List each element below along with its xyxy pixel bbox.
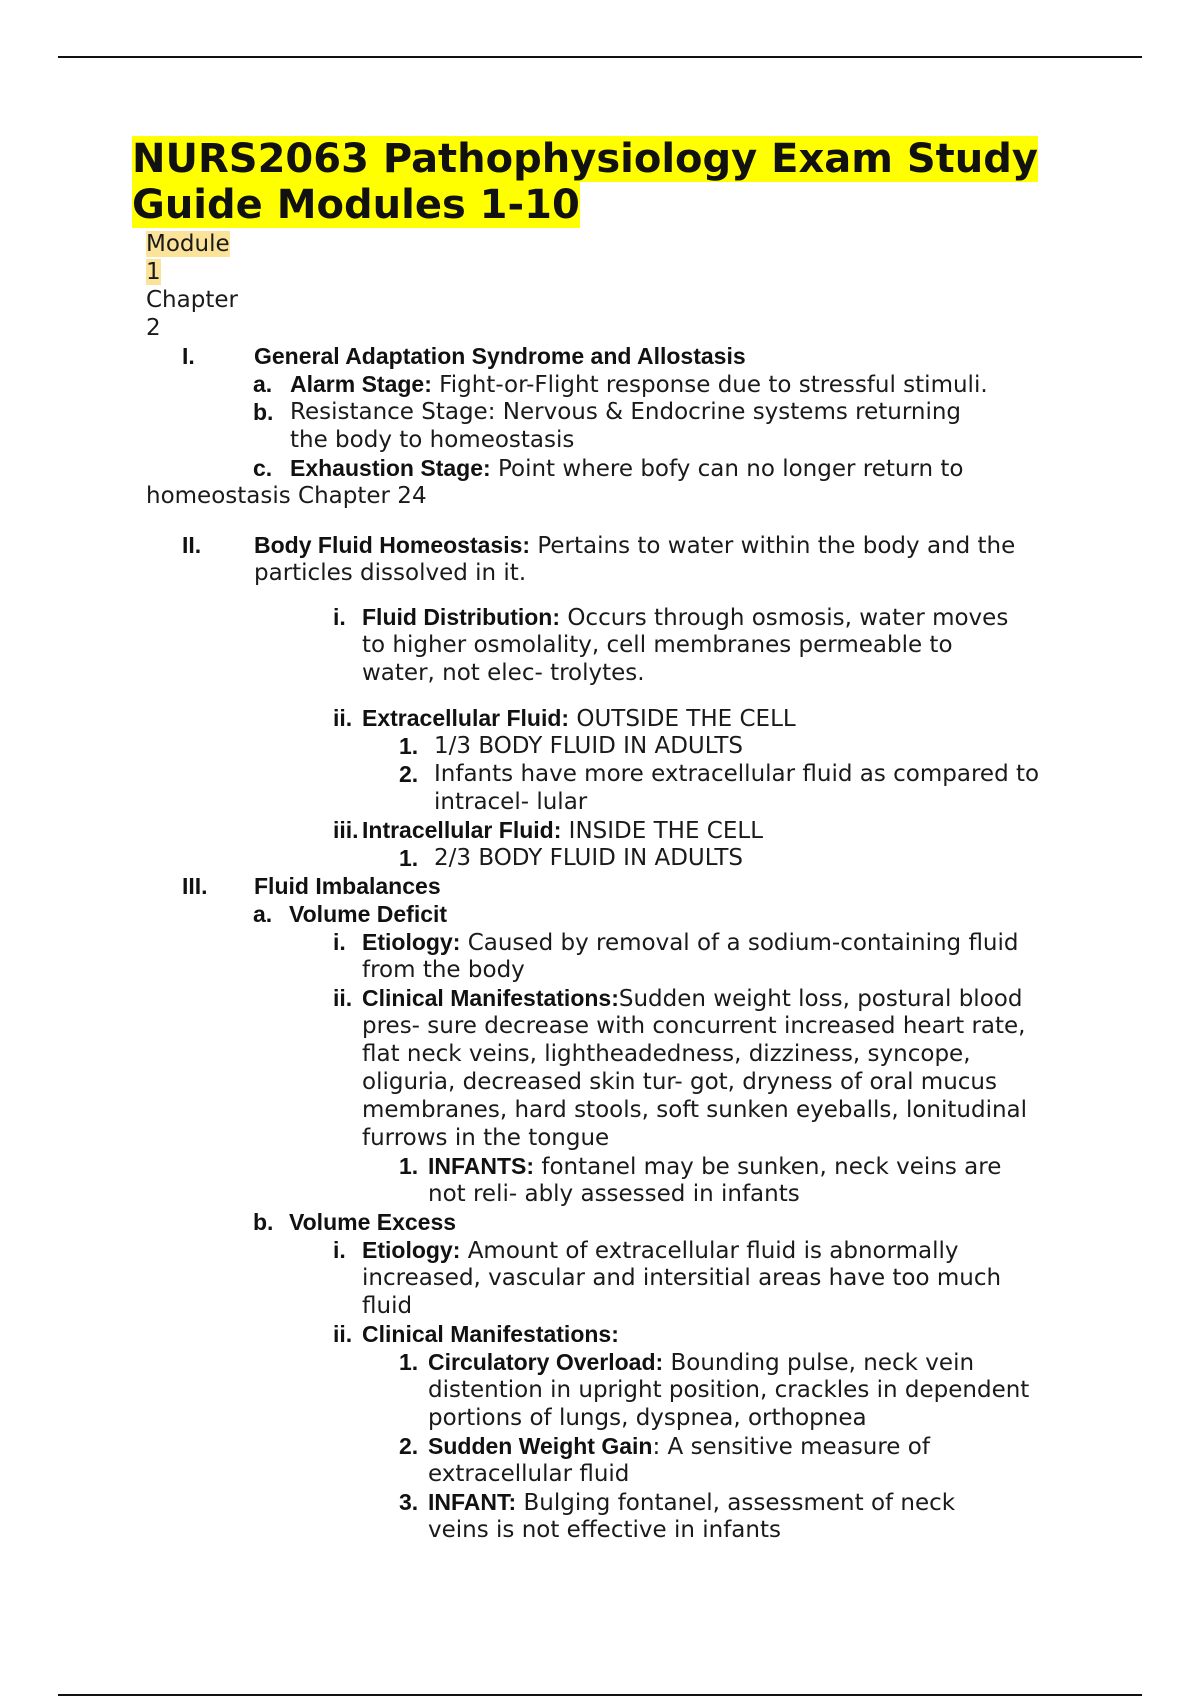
bottom-rule bbox=[58, 1694, 1142, 1696]
s2-ii-marker: ii. bbox=[333, 705, 353, 731]
document-title bbox=[132, 136, 1038, 228]
s1-c-item: Exhaustion Stage: Point where bofy can no longer return to bbox=[290, 455, 964, 482]
s3-a-ii-line-6: furrows in the tongue bbox=[362, 1125, 610, 1151]
top-rule bbox=[58, 56, 1142, 58]
s3-b-ii-marker: ii. bbox=[333, 1321, 353, 1347]
s3-b-marker: b. bbox=[253, 1209, 274, 1235]
s1-a-item: Alarm Stage: Fight-or-Flight response due to stressful stimuli. bbox=[290, 371, 988, 398]
s1-c-line-2: homeostasis Chapter 24 bbox=[146, 483, 427, 509]
s3-b-ii-2-item: Sudden Weight Gain: A sensitive measure of bbox=[428, 1433, 930, 1460]
s2-i-line-3: water, not elec- trolytes. bbox=[362, 660, 645, 686]
section-2-number: II. bbox=[182, 532, 202, 558]
s3-b-ii-3-marker: 3. bbox=[399, 1489, 419, 1515]
s3-b-ii-1-marker: 1. bbox=[399, 1349, 419, 1375]
s3-a-ii-marker: ii. bbox=[333, 985, 353, 1011]
s2-ii-1-marker: 1. bbox=[399, 733, 419, 759]
s1-c-marker: c. bbox=[253, 455, 273, 481]
s3-a-ii-1-marker: 1. bbox=[399, 1153, 419, 1179]
section-3-number: III. bbox=[182, 873, 208, 899]
s3-b-heading: Volume Excess bbox=[289, 1209, 457, 1235]
s3-a-i-item: Etiology: Caused by removal of a sodium-containing fluid bbox=[362, 929, 1019, 956]
s3-b-ii-heading: Clinical Manifestations: bbox=[362, 1321, 619, 1347]
s3-a-i-marker: i. bbox=[333, 929, 346, 955]
s2-ii-2-item: Infants have more extracellular fluid as compared to bbox=[434, 761, 1040, 787]
s1-a-marker: a. bbox=[253, 371, 273, 397]
s2-ii-1-item: 1/3 BODY FLUID IN ADULTS bbox=[434, 733, 744, 759]
s3-b-ii-2-marker: 2. bbox=[399, 1433, 419, 1459]
section-1-number: I. bbox=[182, 343, 195, 369]
s2-i-marker: i. bbox=[333, 604, 346, 630]
s2-iii-item: Intracellular Fluid: INSIDE THE CELL bbox=[362, 817, 764, 844]
s3-a-ii-line-4: oliguria, decreased skin tur- got, dryness of oral mucus bbox=[362, 1069, 997, 1095]
s3-a-ii-1-item: INFANTS: fontanel may be sunken, neck veins are bbox=[428, 1153, 1002, 1180]
section-3-heading: Fluid Imbalances bbox=[254, 873, 441, 899]
s3-b-i-line-3: fluid bbox=[362, 1293, 413, 1319]
s3-a-ii-line-2: pres- sure decrease with concurrent increased heart rate, bbox=[362, 1013, 1026, 1039]
section-2-line-2: particles dissolved in it. bbox=[254, 560, 527, 586]
s3-a-ii-line-3: flat neck veins, lightheadedness, dizziness, syncope, bbox=[362, 1041, 971, 1067]
s3-b-ii-3-item: INFANT: Bulging fontanel, assessment of neck bbox=[428, 1489, 956, 1516]
section-1-heading: General Adaptation Syndrome and Allostasis bbox=[254, 343, 746, 369]
s2-ii-item: Extracellular Fluid: OUTSIDE THE CELL bbox=[362, 705, 796, 732]
s3-b-ii-2-line-2: extracellular fluid bbox=[428, 1461, 630, 1487]
s3-b-ii-1-line-2: distention in upright position, crackles in dependent bbox=[428, 1377, 1030, 1403]
title-line-1: NURS2063 Pathophysiology Exam Study bbox=[132, 136, 1038, 182]
s2-iii-marker: iii. bbox=[333, 817, 359, 843]
section-2-heading: Body Fluid Homeostasis: Pertains to water within the body and the bbox=[254, 532, 1016, 559]
s1-b-line-1: Resistance Stage: Nervous & Endocrine systems returning bbox=[290, 399, 962, 425]
s2-iii-1-item: 2/3 BODY FLUID IN ADULTS bbox=[434, 845, 744, 871]
s2-ii-2-marker: 2. bbox=[399, 761, 419, 787]
s2-i-item: Fluid Distribution: Occurs through osmosis, water moves bbox=[362, 604, 1009, 631]
s2-iii-1-marker: 1. bbox=[399, 845, 419, 871]
module-label: Module bbox=[146, 231, 230, 257]
s3-a-heading: Volume Deficit bbox=[289, 901, 448, 927]
s3-a-ii-item: Clinical Manifestations:Sudden weight loss, postural blood bbox=[362, 985, 1023, 1012]
s3-b-i-line-2: increased, vascular and intersitial areas have too much bbox=[362, 1265, 1002, 1291]
s2-i-line-2: to higher osmolality, cell membranes permeable to bbox=[362, 632, 953, 658]
title-line-2: Guide Modules 1-10 bbox=[132, 182, 580, 228]
chapter-number: 2 bbox=[146, 315, 161, 341]
s3-a-marker: a. bbox=[253, 901, 273, 927]
s3-a-ii-line-5: membranes, hard stools, soft sunken eyeballs, lonitudinal bbox=[362, 1097, 1028, 1123]
s3-b-i-item: Etiology: Amount of extracellular fluid is abnormally bbox=[362, 1237, 959, 1264]
s3-a-ii-1-line-2: not reli- ably assessed in infants bbox=[428, 1181, 800, 1207]
s3-b-ii-3-line-2: veins is not effective in infants bbox=[428, 1517, 781, 1543]
s3-b-ii-1-item: Circulatory Overload: Bounding pulse, neck vein bbox=[428, 1349, 975, 1376]
s3-a-i-line-2: from the body bbox=[362, 957, 525, 983]
s1-b-line-2: the body to homeostasis bbox=[290, 427, 575, 453]
s2-ii-2-line-2: intracel- lular bbox=[434, 789, 588, 815]
chapter-label: Chapter bbox=[146, 287, 238, 313]
module-number: 1 bbox=[146, 259, 161, 285]
s1-b-marker: b. bbox=[253, 399, 274, 425]
s3-b-ii-1-line-3: portions of lungs, dyspnea, orthopnea bbox=[428, 1405, 867, 1431]
s3-b-i-marker: i. bbox=[333, 1237, 346, 1263]
